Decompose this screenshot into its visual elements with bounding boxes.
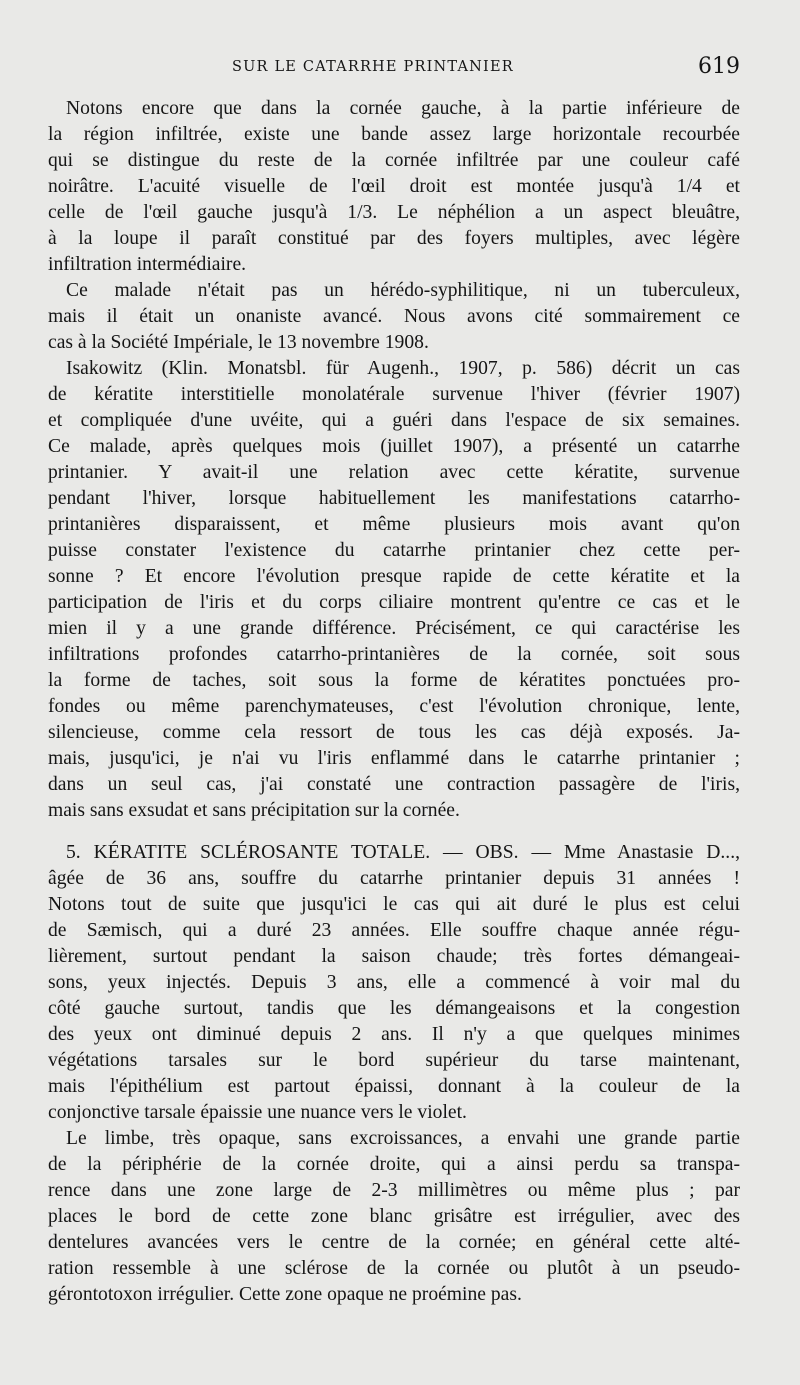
text-line: Ce malade n'était pas un hérédo-syphilitique, ni un tuberculeux, bbox=[66, 280, 740, 301]
text-line: Ce malade, après quelques mois (juillet 1907), a présenté un catarrhe bbox=[48, 436, 740, 457]
text-line: printanières disparaissent, et même plusieurs mois avant qu'on bbox=[48, 514, 740, 535]
text-line: la forme de taches, soit sous la forme de kératites ponctuées pro- bbox=[48, 670, 740, 691]
text-line: âgée de 36 ans, souffre du catarrhe printanier depuis 31 années ! bbox=[48, 868, 740, 889]
text-line: places le bord de cette zone blanc grisâtre est irrégulier, avec des bbox=[48, 1206, 740, 1227]
text-line: Isakowitz (Klin. Monatsbl. für Augenh., 1907, p. 586) décrit un cas bbox=[66, 358, 740, 379]
text-line: conjonctive tarsale épaissie une nuance vers le violet. bbox=[48, 1102, 467, 1123]
text-line: puisse constater l'existence du catarrhe printanier chez cette per- bbox=[48, 540, 740, 561]
text-line: des yeux ont diminué depuis 2 ans. Il n'y a que quelques minimes bbox=[48, 1024, 740, 1045]
paragraph bbox=[48, 96, 740, 278]
paragraph bbox=[48, 356, 740, 824]
text-line: celle de l'œil gauche jusqu'à 1/3. Le néphélion a un aspect bleuâtre, bbox=[48, 202, 740, 223]
text-line: fondes ou même parenchymateuses, c'est l'évolution chronique, lente, bbox=[48, 696, 740, 717]
text-line: de kératite interstitielle monolatérale survenue l'hiver (février 1907) bbox=[48, 384, 740, 405]
text-line: mais sans exsudat et sans précipitation sur la cornée. bbox=[48, 800, 460, 821]
text-line: Notons encore que dans la cornée gauche, à la partie inférieure de bbox=[66, 98, 740, 119]
text-line: côté gauche surtout, tandis que les démangeaisons et la congestion bbox=[48, 998, 740, 1019]
paragraph-gap bbox=[48, 824, 740, 840]
text-line: mais l'épithélium est partout épaissi, donnant à la couleur de la bbox=[48, 1076, 740, 1097]
text-line: sons, yeux injectés. Depuis 3 ans, elle a commencé à voir mal du bbox=[48, 972, 740, 993]
text-line: Le limbe, très opaque, sans excroissances, a envahi une grande partie bbox=[66, 1128, 740, 1149]
text-line: dentelures avancées vers le centre de la cornée; en général cette alté- bbox=[48, 1232, 740, 1253]
text-line: lièrement, surtout pendant la saison chaude; très fortes démangeai- bbox=[48, 946, 740, 967]
text-line: pendant l'hiver, lorsque habituellement les manifestations catarrho- bbox=[48, 488, 740, 509]
text-line: gérontotoxon irrégulier. Cette zone opaque ne proémine pas. bbox=[48, 1284, 522, 1305]
text-line: et compliquée d'une uvéite, qui a guéri dans l'espace de six semaines. bbox=[48, 410, 740, 431]
page-number: 619 bbox=[698, 54, 740, 79]
text-line: mais, jusqu'ici, je n'ai vu l'iris enflammé dans le catarrhe printanier ; bbox=[48, 748, 740, 769]
text-line: silencieuse, comme cela ressort de tous les cas déjà exposés. Ja- bbox=[48, 722, 740, 743]
text-line: de la périphérie de la cornée droite, qui a ainsi perdu sa transpa- bbox=[48, 1154, 740, 1175]
text-line: de Sæmisch, qui a duré 23 années. Elle souffre chaque année régu- bbox=[48, 920, 740, 941]
body-text bbox=[48, 96, 740, 1308]
text-line: à la loupe il paraît constitué par des foyers multiples, avec légère bbox=[48, 228, 740, 249]
text-line: mais il était un onaniste avancé. Nous avons cité sommairement ce bbox=[48, 306, 740, 327]
text-line: cas à la Société Impériale, le 13 novembre 1908. bbox=[48, 332, 429, 353]
paragraph bbox=[48, 278, 740, 356]
text-line: 5. KÉRATITE SCLÉROSANTE TOTALE. — OBS. — Mme Anastasie D..., bbox=[66, 842, 740, 863]
page-header bbox=[0, 54, 800, 84]
text-line: végétations tarsales sur le bord supérieur du tarse maintenant, bbox=[48, 1050, 740, 1071]
text-line: printanier. Y avait-il une relation avec cette kératite, survenue bbox=[48, 462, 740, 483]
text-line: dans un seul cas, j'ai constaté une contraction passagère de l'iris, bbox=[48, 774, 740, 795]
text-line: la région infiltrée, existe une bande assez large horizontale recourbée bbox=[48, 124, 740, 145]
paragraph bbox=[48, 840, 740, 1126]
text-line: sonne ? Et encore l'évolution presque rapide de cette kératite et la bbox=[48, 566, 740, 587]
text-line: infiltrations profondes catarrho-printanières de la cornée, soit sous bbox=[48, 644, 740, 665]
text-line: qui se distingue du reste de la cornée infiltrée par une couleur café bbox=[48, 150, 740, 171]
running-title: SUR LE CATARRHE PRINTANIER bbox=[232, 59, 514, 75]
text-line: ration ressemble à une sclérose de la cornée ou plutôt à un pseudo- bbox=[48, 1258, 740, 1279]
text-line: participation de l'iris et du corps ciliaire montrent qu'entre ce cas et le bbox=[48, 592, 740, 613]
text-line: noirâtre. L'acuité visuelle de l'œil droit est montée jusqu'à 1/4 et bbox=[48, 176, 740, 197]
text-line: Notons tout de suite que jusqu'ici le cas qui ait duré le plus est celui bbox=[48, 894, 740, 915]
paragraph bbox=[48, 1126, 740, 1308]
text-line: infiltration intermédiaire. bbox=[48, 254, 247, 275]
text-line: mien il y a une grande différence. Précisément, ce qui caractérise les bbox=[48, 618, 740, 639]
text-line: rence dans une zone large de 2-3 millimètres ou même plus ; par bbox=[48, 1180, 740, 1201]
